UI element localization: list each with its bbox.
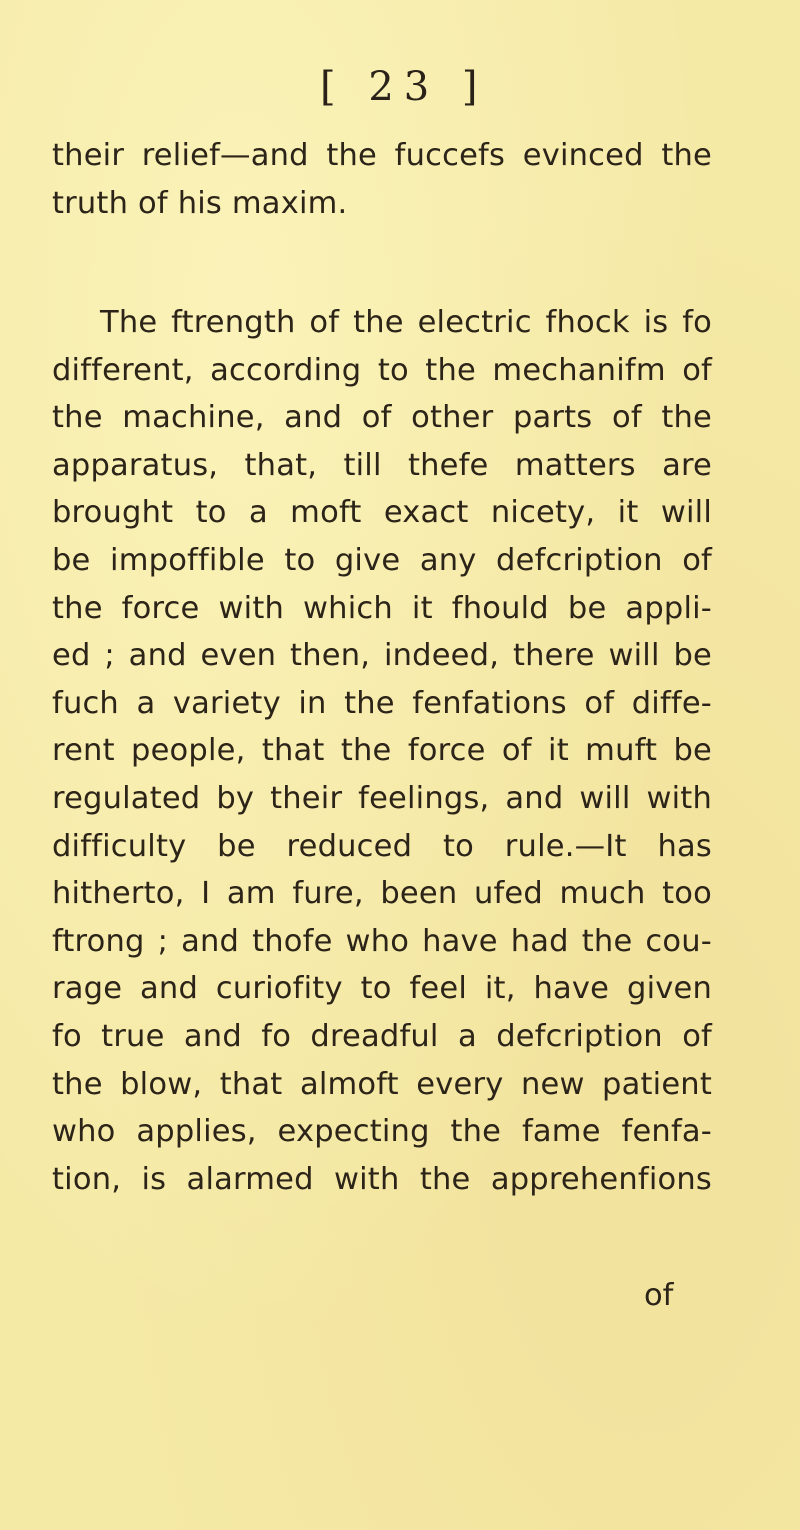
text-line: fuch a variety in the fenfations of diffe- bbox=[52, 685, 712, 721]
text-line: hitherto, I am fure, been ufed much too bbox=[52, 876, 712, 912]
text-line: regulated by their feelings, and will with bbox=[52, 780, 712, 816]
text-line: apparatus, that, till thefe matters are bbox=[52, 447, 712, 483]
catchword: of bbox=[644, 1278, 674, 1313]
text-line: rent people, that the force of it muft be bbox=[52, 733, 712, 769]
paragraph-1 bbox=[52, 132, 712, 227]
text-line: difficulty be reduced to rule.—It has bbox=[52, 828, 712, 864]
text-line: the machine, and of other parts of the bbox=[52, 400, 712, 436]
text-line: The ftrength of the electric fhock is fo bbox=[100, 305, 712, 340]
text-line: tion, is alarmed with the apprehenfions bbox=[52, 1161, 712, 1197]
text-line: fo true and fo dreadful a defcription of bbox=[52, 1018, 712, 1054]
text-line: ftrong ; and thofe who have had the cou- bbox=[52, 923, 712, 959]
text-line: truth of his maxim. bbox=[52, 185, 348, 221]
page-number: [ 23 ] bbox=[320, 64, 488, 110]
text-line: ed ; and even then, indeed, there will be bbox=[52, 638, 712, 674]
paragraph-2 bbox=[52, 299, 712, 1203]
text-line: their relief—and the fuccefs evinced the bbox=[52, 138, 712, 173]
text-line: be impoffible to give any defcription of bbox=[52, 542, 712, 578]
text-line: brought to a moft exact nicety, it will bbox=[52, 495, 712, 531]
text-line: the blow, that almoft every new patient bbox=[52, 1066, 712, 1102]
text-line: who applies, expecting the fame fenfa- bbox=[52, 1114, 712, 1150]
text-line: the force with which it fhould be appli- bbox=[52, 590, 712, 626]
text-line: rage and curiofity to feel it, have given bbox=[52, 971, 712, 1007]
text-line: different, according to the mechanifm of bbox=[52, 352, 712, 388]
